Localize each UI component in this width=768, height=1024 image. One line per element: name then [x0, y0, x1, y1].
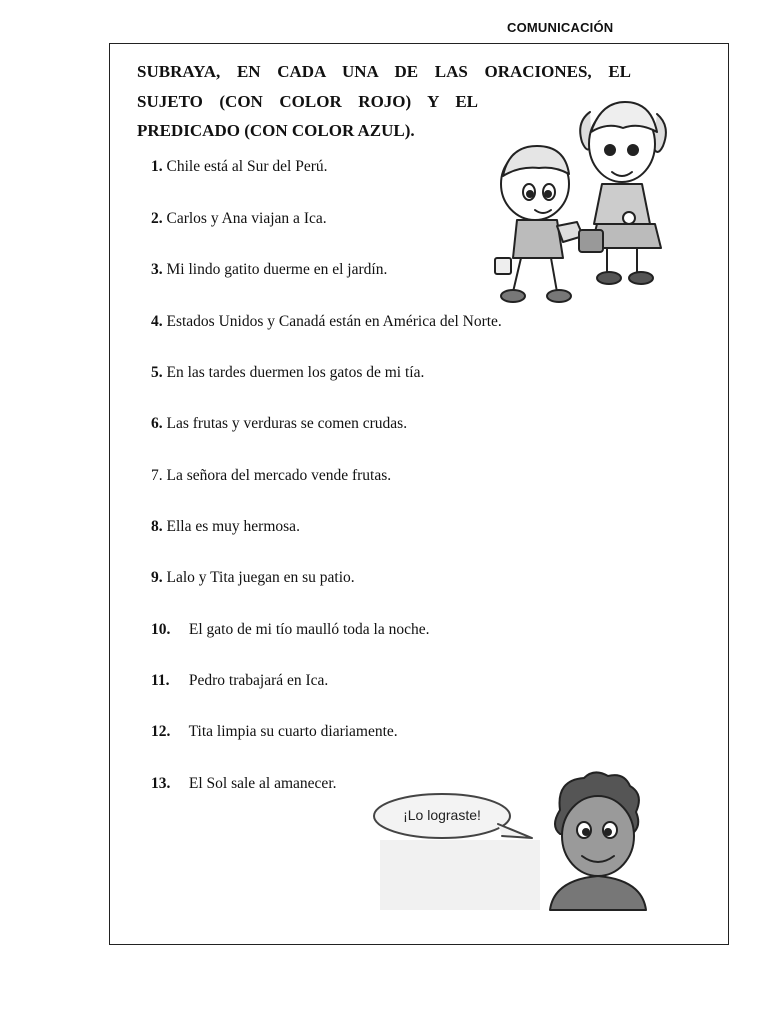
sentence-9 — [151, 569, 355, 587]
speech-bubble-text: ¡Lo lograste! — [403, 807, 481, 823]
sentence-text: Carlos y Ana viajan a Ica. — [166, 210, 327, 227]
sentence-text: La señora del mercado vende frutas. — [166, 467, 392, 484]
two-children-illustration — [487, 92, 667, 314]
sentence-4 — [151, 313, 502, 331]
sentence-number: 13. — [151, 775, 171, 792]
sentence-number: 12. — [151, 723, 171, 740]
subject-header: COMUNICACIÓN — [507, 20, 614, 35]
sentence-text: Lalo y Tita juegan en su patio. — [166, 569, 355, 586]
sentence-text: Estados Unidos y Canadá están en América del Norte. — [166, 313, 502, 330]
sentence-text: El Sol sale al amanecer. — [188, 775, 337, 792]
sentence-7 — [151, 467, 391, 485]
sentence-5 — [151, 364, 424, 382]
sentence-2 — [151, 210, 327, 228]
sentence-number: 8. — [151, 518, 163, 535]
sentence-13 — [151, 775, 337, 793]
sentence-10 — [151, 621, 430, 639]
sentence-11 — [151, 672, 328, 690]
instruction-line-2: SUJETO (CON COLOR ROJO) Y EL — [137, 91, 478, 111]
sentence-text: Las frutas y verduras se comen crudas. — [166, 415, 408, 432]
sentence-number: 2. — [151, 210, 163, 227]
sentence-8 — [151, 518, 300, 536]
sentence-text: En las tardes duermen los gatos de mi tía. — [166, 364, 425, 381]
sentence-number: 5. — [151, 364, 163, 381]
sentence-text: El gato de mi tío maulló toda la noche. — [188, 621, 430, 638]
sentence-12 — [151, 723, 398, 741]
sentence-number: 9. — [151, 569, 163, 586]
sentence-number: 4. — [151, 313, 163, 330]
sentence-text: Tita limpia su cuarto diariamente. — [188, 723, 398, 740]
sentence-1 — [151, 158, 328, 176]
instruction-line-1: SUBRAYA, EN CADA UNA DE LAS ORACIONES, EL — [137, 62, 631, 81]
sentence-number: 11. — [151, 672, 170, 689]
sentence-text: Chile está al Sur del Perú. — [166, 158, 328, 175]
sentence-number: 10. — [151, 621, 171, 638]
sentence-3 — [151, 261, 387, 279]
smiling-boy-illustration — [370, 770, 650, 920]
sentence-number: 7. — [151, 467, 163, 484]
instruction-line-3: PREDICADO (CON COLOR AZUL). — [137, 121, 415, 140]
sentence-6 — [151, 415, 407, 433]
sentence-number: 6. — [151, 415, 163, 432]
sentence-number: 1. — [151, 158, 163, 175]
sentence-text: Ella es muy hermosa. — [166, 518, 300, 535]
sentence-text: Pedro trabajará en Ica. — [188, 672, 329, 689]
sentence-number: 3. — [151, 261, 163, 278]
sentence-text: Mi lindo gatito duerme en el jardín. — [166, 261, 388, 278]
